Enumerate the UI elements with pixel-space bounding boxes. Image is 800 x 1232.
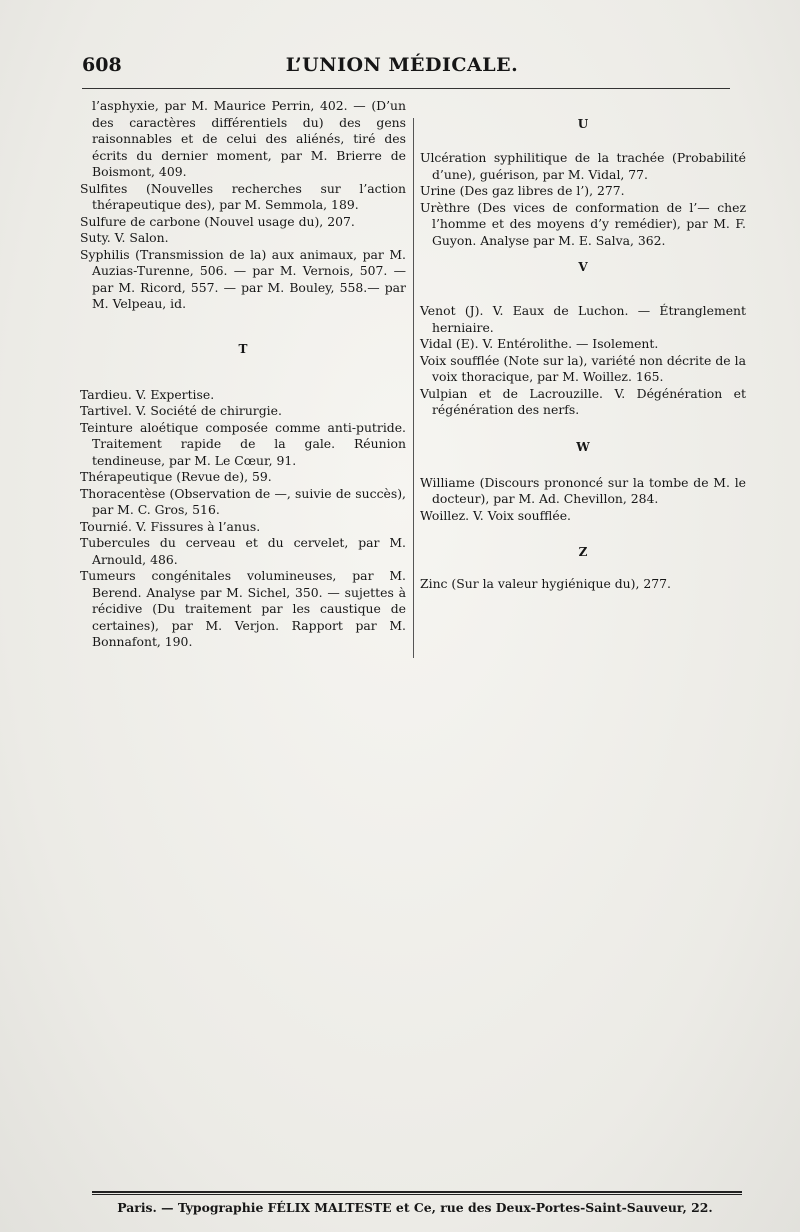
index-entry: Tubercules du cerveau et du cervelet, par M. Arnould, 486. [80,535,406,567]
section-letter-t: T [238,341,248,356]
index-entry: Tumeurs congénitales volumineuses, par M. Berend. Analyse par M. Sichel, 350. — sujettes à récidive (Du traitement par les caustique de certaines), par M. Verjon. Rapport par M. Bonnafont, 190. [80,568,406,649]
index-entry: Thoracentèse (Observation de —, suivie de succès), par M. C. Gros, 516. [80,485,406,517]
section-letter-z: Z [578,545,588,559]
index-entry: Sulfites (Nouvelles recherches sur l’action thérapeutique des), par M. Semmola, 189. [80,180,406,212]
running-title: L’UNION MÉDICALE. [285,54,519,76]
page-header [82,54,722,84]
page-number: 608 [82,54,122,76]
index-entry: Teinture aloétique composée comme anti-putride. Traitement rapide de la gale. Réunion tendineuse, par M. Le Cœur, 91. [80,419,406,468]
index-columns [80,98,746,658]
section-letter-u: U [577,117,589,131]
index-entry: Vulpian et de Lacrouzille. V. Dégénération et régénération des nerfs. [420,385,746,417]
section-letter-w: W [576,439,590,454]
printer-imprint: Paris. — Typographie FÉLIX MALTESTE et Ce, rue des Deux-Portes-Saint-Sauveur, 22. [117,1200,713,1215]
header-rule [82,88,730,89]
index-entry: Tardieu. V. Expertise. [80,386,215,402]
footer-rule-thin [92,1194,742,1195]
index-entry: Voix soufflée (Note sur la), variété non décrite de la voix thoracique, par M. Woillez. 165. [420,352,746,384]
index-entry: Zinc (Sur la valeur hygiénique du), 277. [420,576,671,591]
index-entry: Tournié. V. Fissures à l’anus. [80,518,261,534]
index-entry: Urine (Des gaz libres de l’), 277. [420,183,625,198]
index-entry: Ulcération syphilitique de la trachée (Probabilité d’une), guérison, par M. Vidal, 77. [420,150,746,182]
index-entry: l’asphyxie, par M. Maurice Perrin, 402. — (D’un des caractères différentiels du) des gens raisonnables et de celui des aliénés, tiré des écrits du dernier moment, par M. Brierre de Boismont, 409. [92,98,406,179]
index-entry: Suty. V. Salon. [80,230,169,245]
index-entry: Thérapeutique (Revue de), 59. [80,469,272,484]
index-entry: Vidal (E). V. Entérolithe. — Isolement. [420,336,659,351]
index-entry: Williame (Discours prononcé sur la tombe de M. le docteur), par M. Ad. Chevillon, 284. [420,474,746,506]
index-entry: Tartivel. V. Société de chirurgie. [80,403,282,418]
index-entry: Woillez. V. Voix soufflée. [420,507,571,523]
footer-rule [92,1191,742,1193]
section-letter-v: V [578,260,588,274]
index-entry: Sulfure de carbone (Nouvel usage du), 207. [80,213,355,229]
left-column [80,98,406,651]
index-entry: Syphilis (Transmission de la) aux animaux, par M. Auzias-Turenne, 506. — par M. Vernois, 507. — par M. Ricord, 557. — par M. Bouley, 558.— par M. Velpeau, id. [80,246,406,311]
column-divider [413,118,414,658]
index-entry: Urèthre (Des vices de conformation de l’— chez l’homme et des moyens d’y remédier), par M. F. Guyon. Analyse par M. E. Salva, 362. [420,199,746,248]
index-entry: Venot (J). V. Eaux de Luchon. — Étranglement herniaire. [420,303,746,335]
right-column [420,98,746,593]
